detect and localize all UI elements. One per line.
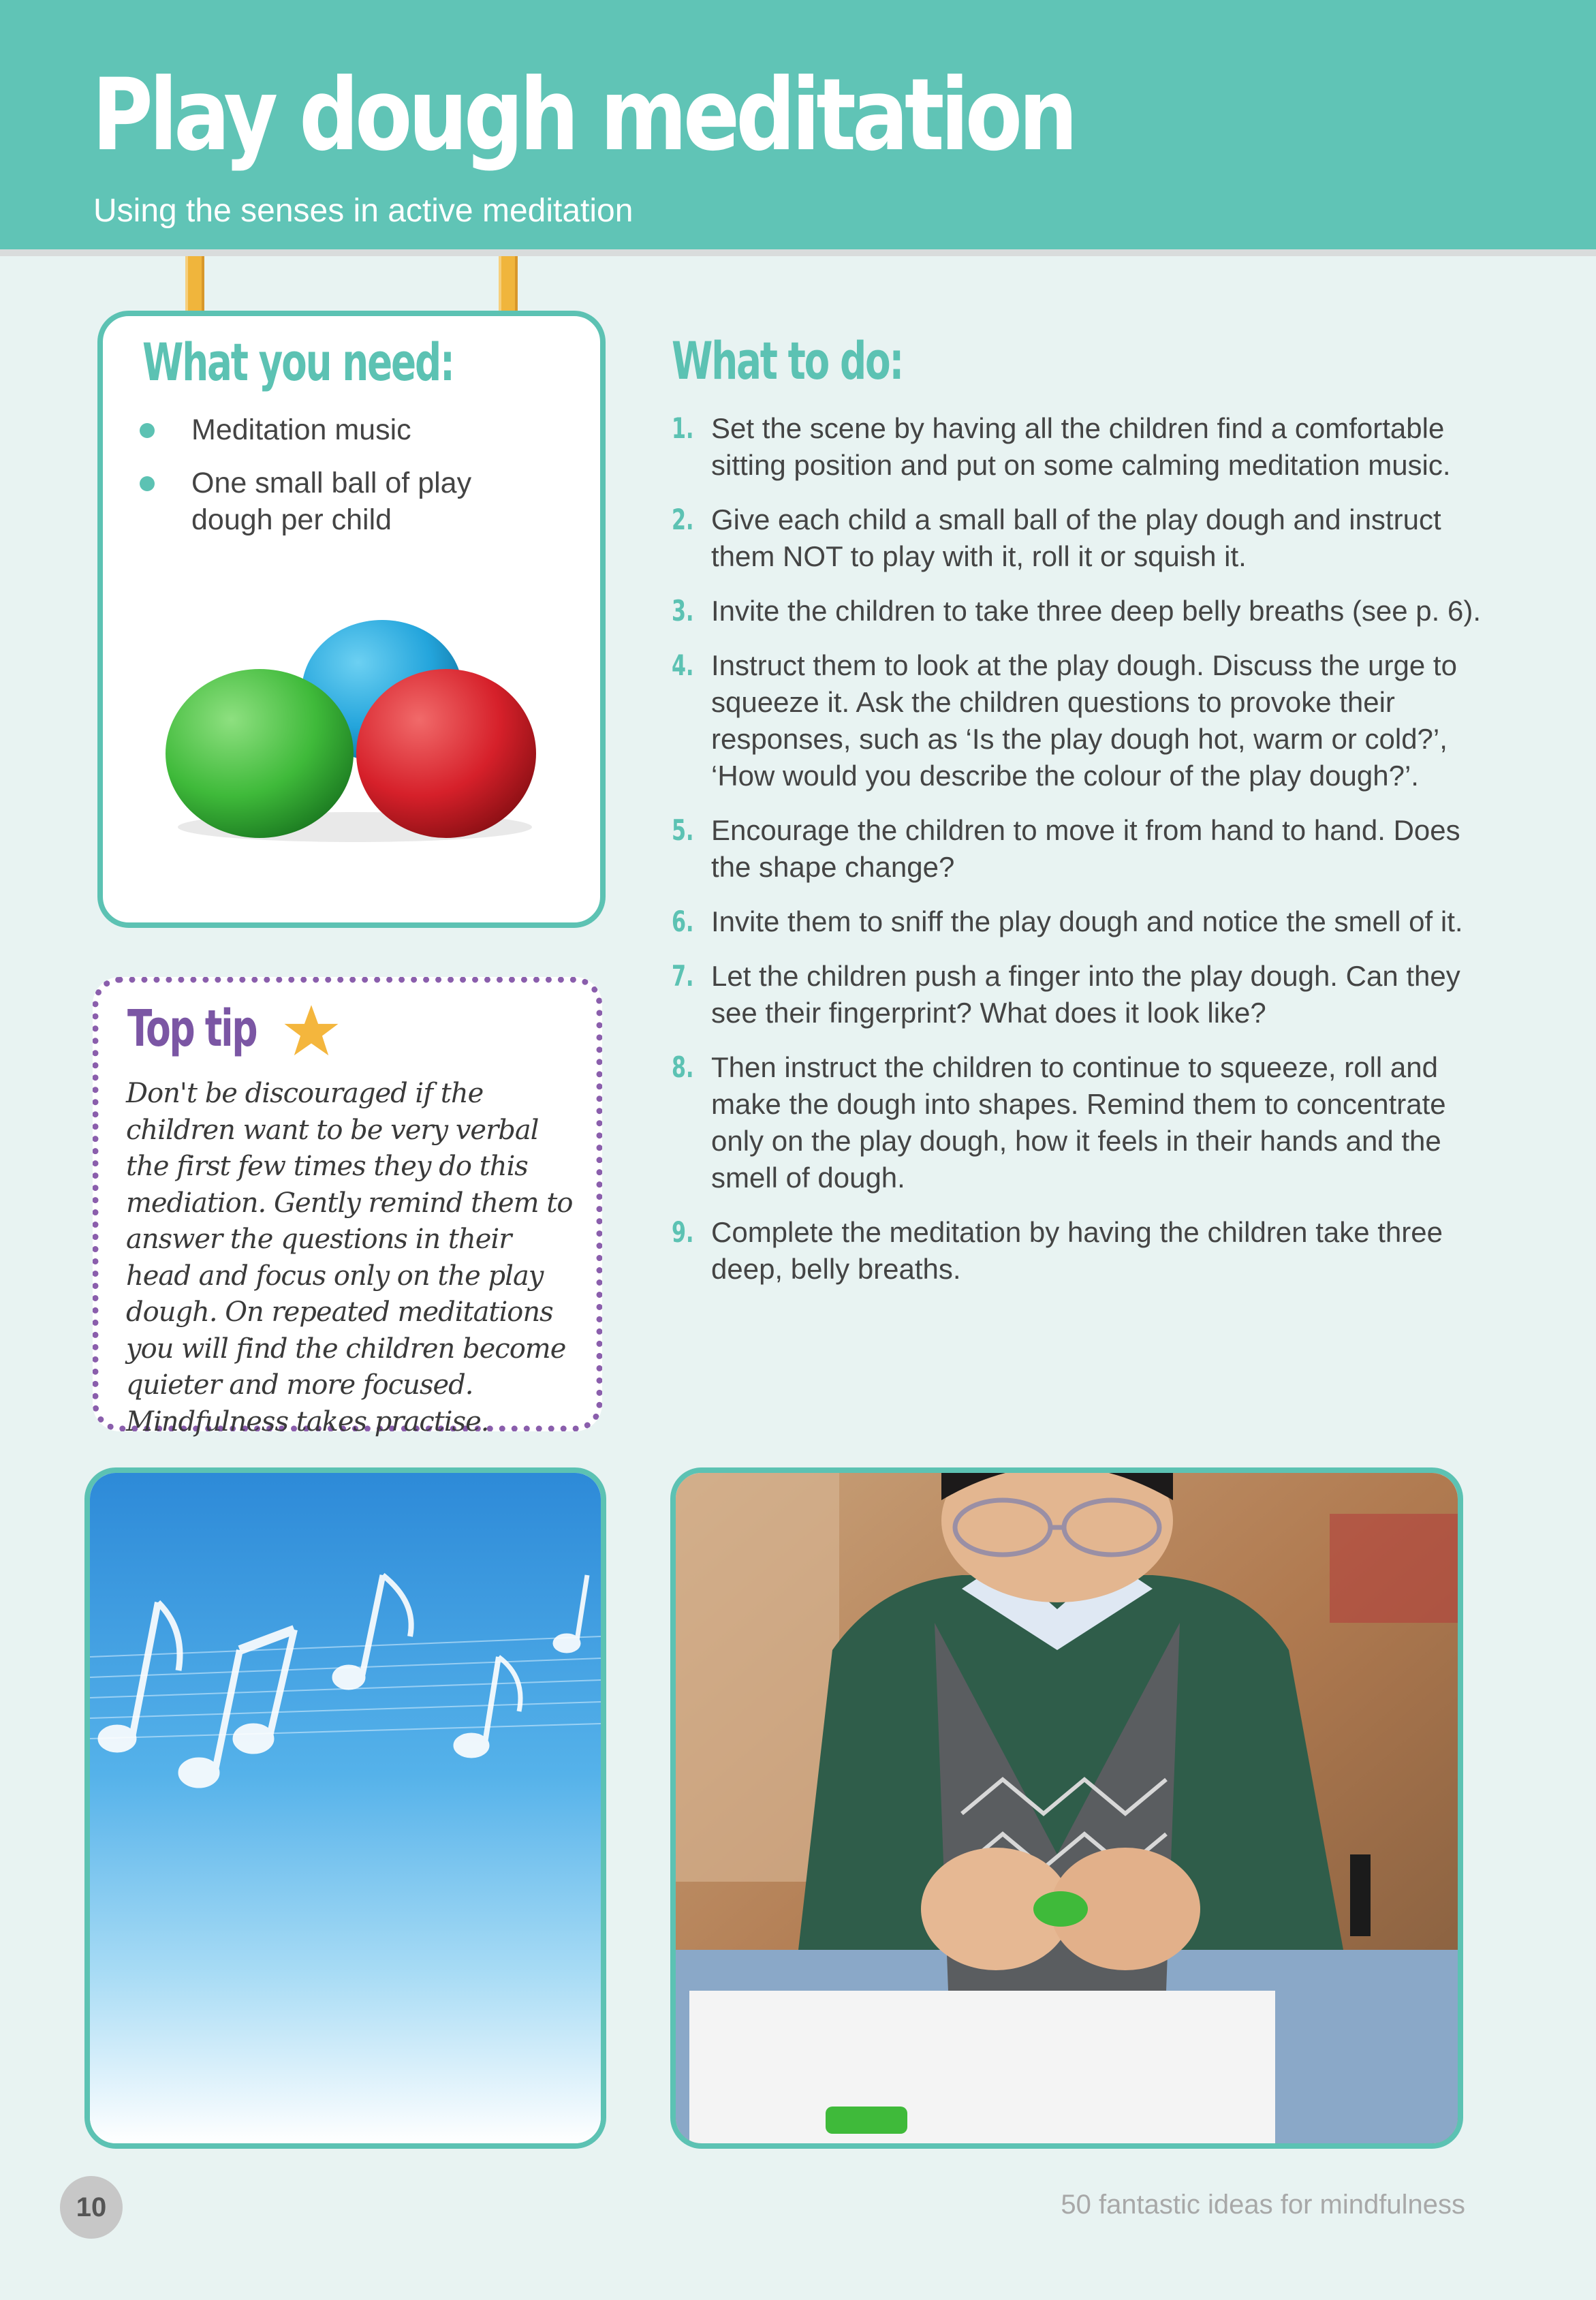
page-header: [0, 0, 1596, 256]
top-tip-heading: Top tip: [127, 999, 257, 1058]
music-notes-sky-photo: [84, 1467, 606, 2149]
step-text: Give each child a small ball of the play dough and instruct them NOT to play with it, roll it or squish it.: [711, 503, 1441, 572]
step-text: Encourage the children to move it from hand to hand. Does the shape change?: [711, 814, 1460, 883]
top-tip-box: [93, 977, 602, 1438]
need-item-text: Meditation music: [191, 414, 411, 446]
bullet-icon: [140, 423, 155, 438]
step-text: Invite the children to take three deep belly breaths (see p. 6).: [711, 595, 1482, 627]
step-number: 7.: [672, 959, 694, 993]
what-you-need-panel: [97, 311, 606, 928]
child-with-play-dough-photo: [670, 1467, 1463, 2149]
what-you-need-heading: What you need:: [142, 332, 454, 392]
play-dough-balls-image: [144, 602, 566, 875]
step-item: [672, 593, 1489, 630]
step-number: 4.: [672, 649, 694, 682]
music-notes-illustration: [90, 1473, 601, 2143]
step-text: Set the scene by having all the children find a comfortable sitting position and put on some calming meditation music.: [711, 412, 1451, 481]
need-item-text: One small ball of play dough per child: [191, 467, 472, 536]
step-text: Invite them to sniff the play dough and notice the smell of it.: [711, 905, 1463, 937]
step-number: 5.: [672, 813, 694, 847]
step-number: 1.: [672, 411, 694, 445]
step-number: 2.: [672, 503, 694, 536]
step-text: Complete the meditation by having the children take three deep, belly breaths.: [711, 1216, 1443, 1285]
step-number: 3.: [672, 594, 694, 627]
step-number: 6.: [672, 905, 694, 938]
step-item: [672, 410, 1489, 484]
footer-book-title: 50 fantastic ideas for mindfulness: [1061, 2190, 1465, 2220]
top-tip-text: Don't be discouraged if the children want to be very verbal the first few times they do this mediation. Gently remind them to answer the questions in their head and focus only on the play dough. On repeated meditations you will find the children become quieter and more focused. Mindfulness takes practise.: [126, 1078, 573, 1438]
step-item: [672, 1214, 1489, 1288]
step-number: 8.: [672, 1051, 694, 1084]
step-item: [672, 812, 1489, 886]
page-title: Play dough meditation: [92, 57, 1074, 173]
step-item: [672, 903, 1489, 940]
needs-list: [140, 411, 512, 555]
step-item: [672, 647, 1489, 794]
bullet-icon: [140, 476, 155, 491]
child-photo-illustration: [676, 1473, 1458, 2143]
list-item: [140, 465, 512, 538]
step-text: Then instruct the children to continue to squeeze, roll and make the dough into shapes. Remind them to concentrate only on the play dough, how it feels in their hands and the smell of dough.: [711, 1051, 1446, 1194]
step-item: [672, 501, 1489, 575]
page-subtitle: Using the senses in active meditation: [93, 193, 633, 229]
step-text: Let the children push a finger into the play dough. Can they see their fingerprint? What does it look like?: [711, 960, 1460, 1029]
star-icon: [283, 1002, 340, 1059]
what-to-do-heading: What to do:: [672, 330, 903, 391]
panel-hanger-right: [499, 256, 518, 312]
panel-hanger-left: [185, 256, 204, 312]
step-item: [672, 1049, 1489, 1196]
step-number: 9.: [672, 1215, 694, 1249]
page-number-badge: 10: [60, 2176, 123, 2239]
step-item: [672, 958, 1489, 1031]
steps-list: [672, 410, 1489, 1305]
step-text: Instruct them to look at the play dough. Discuss the urge to squeeze it. Ask the children questions to provoke their responses, such as ‘Is the play dough hot, warm or cold?’, ‘How would you describe the colour of the play dough?’.: [711, 649, 1457, 792]
list-item: [140, 411, 512, 448]
